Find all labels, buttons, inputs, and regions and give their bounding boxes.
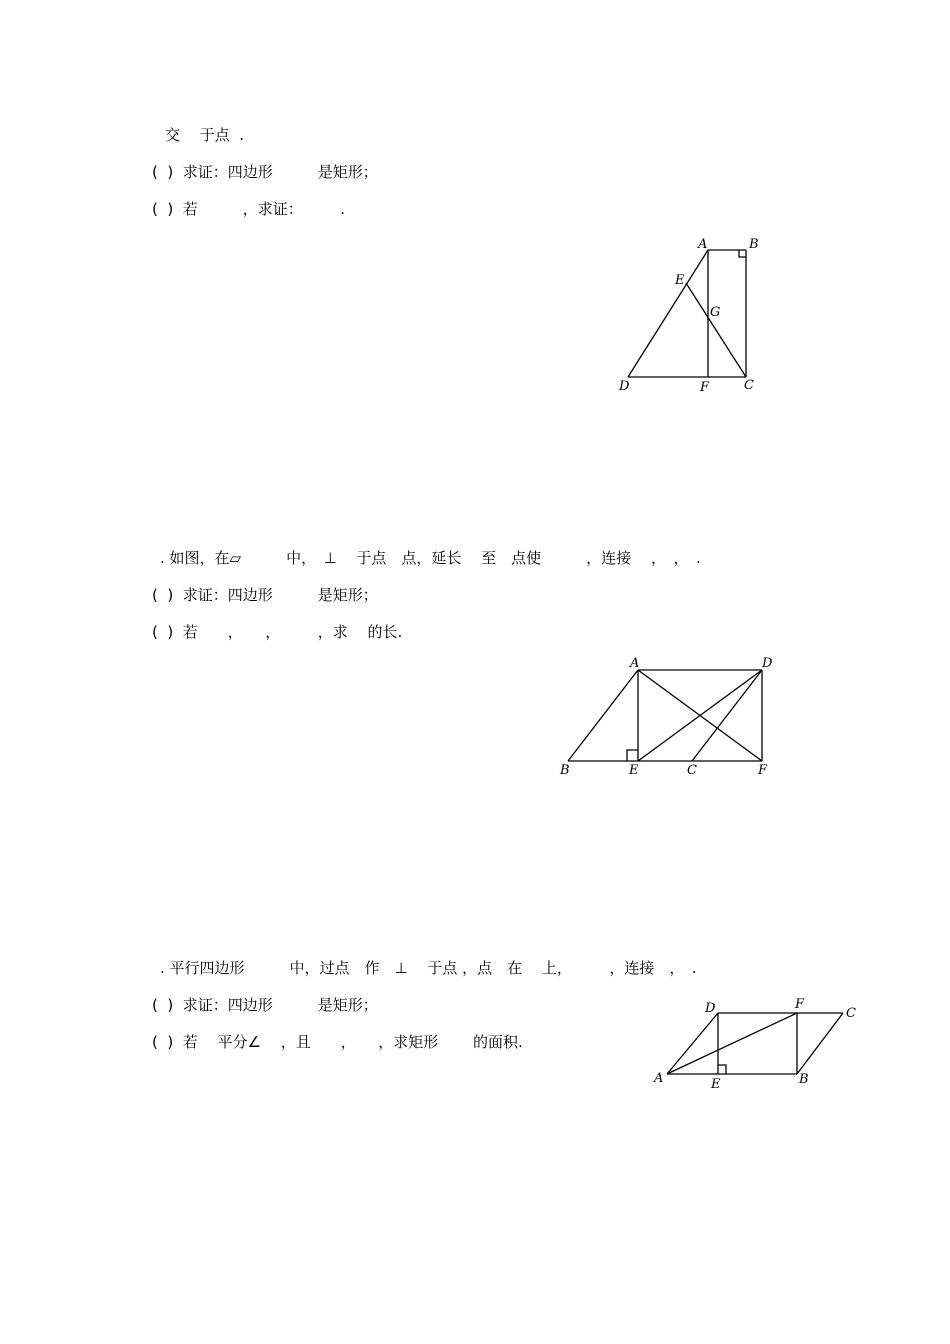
segment-bc: [797, 1013, 843, 1074]
label-c: C: [846, 1006, 856, 1021]
label-e: E: [629, 763, 639, 778]
problem2-part1: ( ) 求证：四边形 是矩形；: [152, 586, 378, 604]
label-e: E: [675, 273, 685, 288]
label-f: F: [758, 763, 768, 778]
label-d: D: [619, 379, 630, 394]
label-f: F: [795, 997, 805, 1012]
label-b: B: [560, 763, 570, 778]
problem3-line1: . 平行四边形 中，过点 作 ⊥ 于点 ，点 在 上， ，连接 ， .: [160, 959, 697, 977]
segment-dc: [692, 670, 762, 761]
label-d: D: [762, 656, 773, 671]
problem1-line1: 交 于点 .: [165, 126, 245, 144]
label-c: C: [744, 378, 754, 393]
segment-ab: [568, 670, 638, 761]
problem3-part2: ( ) 若 平分∠ ，且 ， ，求矩形 的面积.: [152, 1033, 523, 1051]
problem1-figure: [610, 230, 770, 400]
problem1-part2: ( ) 若 ，求证： .: [152, 200, 346, 218]
label-a: A: [698, 237, 708, 252]
segment-af: [667, 1013, 797, 1074]
right-angle-mark: [718, 1065, 726, 1074]
label-g: G: [710, 305, 721, 320]
label-d: D: [705, 1001, 716, 1016]
label-a: A: [630, 656, 640, 671]
problem2-figure: [550, 650, 790, 785]
problem1-part1: ( ) 求证：四边形 是矩形；: [152, 163, 378, 181]
right-angle-mark: [739, 250, 746, 257]
label-f: F: [700, 380, 710, 395]
label-a: A: [654, 1071, 664, 1086]
problem2-line1: . 如图，在▱ 中， ⊥ 于点 点，延长 至 点使 ，连接 ， ， .: [160, 549, 701, 567]
label-b: B: [799, 1072, 809, 1087]
segment-ec: [686, 283, 746, 377]
problem3-part1: ( ) 求证：四边形 是矩形；: [152, 996, 378, 1014]
label-c: C: [687, 763, 697, 778]
label-e: E: [711, 1077, 721, 1092]
right-angle-mark: [627, 750, 638, 761]
segment-ad: [628, 250, 708, 377]
label-b: B: [749, 237, 759, 252]
problem3-figure: [645, 990, 870, 1095]
problem2-part2: ( ) 若 ， ， ，求 的长.: [152, 623, 403, 641]
segment-ad: [667, 1013, 718, 1074]
